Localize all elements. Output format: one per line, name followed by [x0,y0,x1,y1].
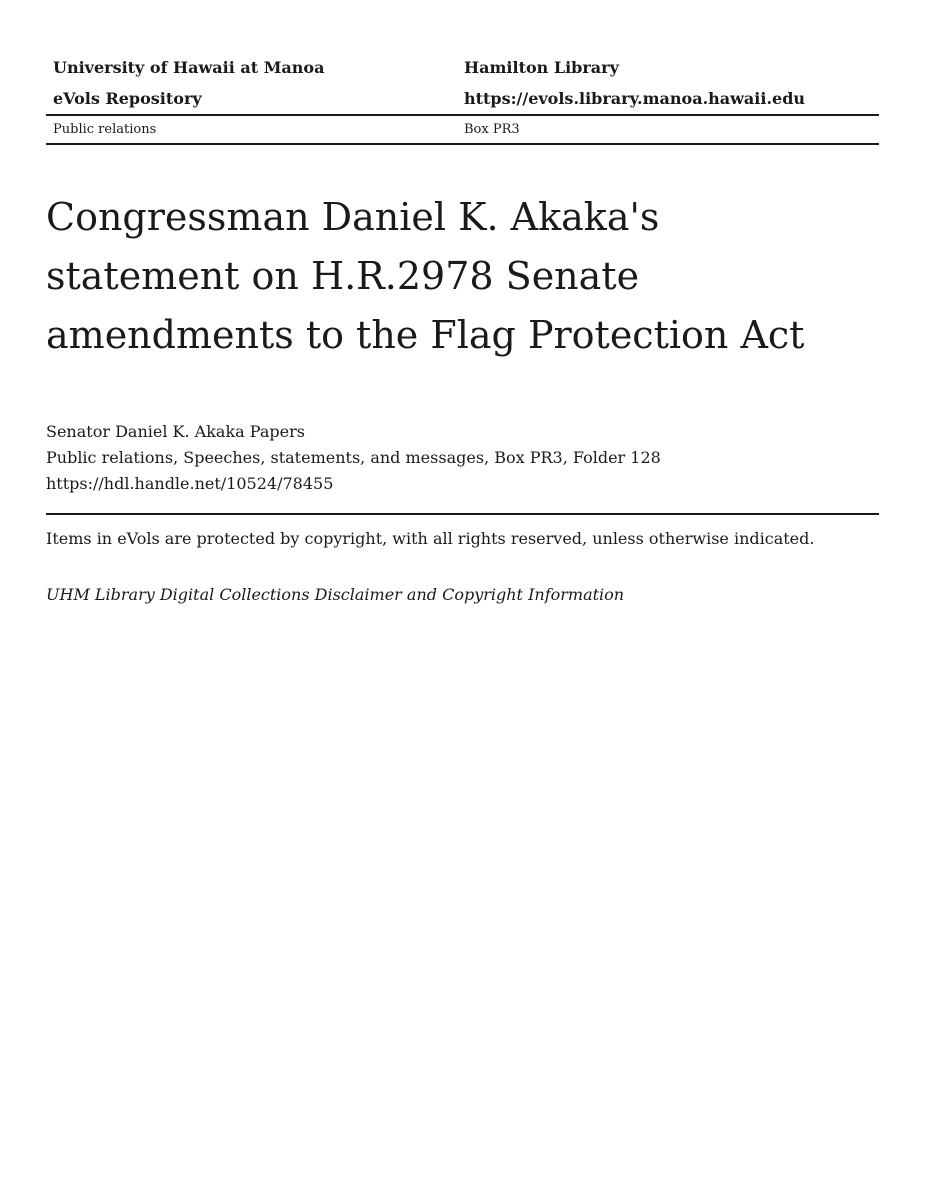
title-line: statement on H.R.2978 Senate [46,254,640,298]
repository-name: eVols Repository [53,89,202,108]
handle-link[interactable]: https://hdl.handle.net/10524/78455 [46,474,334,493]
repository-url[interactable]: https://evols.library.manoa.hawaii.edu [464,89,806,108]
disclaimer-link[interactable]: UHM Library Digital Collections Disclaimer and Copyright Information [46,585,625,604]
document-metadata [46,419,879,497]
papers-collection: Senator Daniel K. Akaka Papers [46,422,305,441]
copyright-notice: Items in eVols are protected by copyright, with all rights reserved, unless otherwise indicated. [46,529,815,548]
header-row-3 [46,116,879,143]
title-line: amendments to the Flag Protection Act [46,313,805,357]
institution-name: University of Hawaii at Manoa [53,58,325,77]
series-folder: Public relations, Speeches, statements, and messages, Box PR3, Folder 128 [46,448,661,467]
header-row-2 [46,83,879,114]
title-line: Congressman Daniel K. Akaka's [46,195,660,239]
metadata-divider [46,513,879,515]
collection-label: Public relations [53,122,157,137]
header-bottom-divider [46,143,879,145]
header-row-1 [46,52,879,83]
document-title [46,188,879,365]
box-label: Box PR3 [464,122,520,137]
page-header [46,52,879,145]
library-name: Hamilton Library [464,58,619,77]
